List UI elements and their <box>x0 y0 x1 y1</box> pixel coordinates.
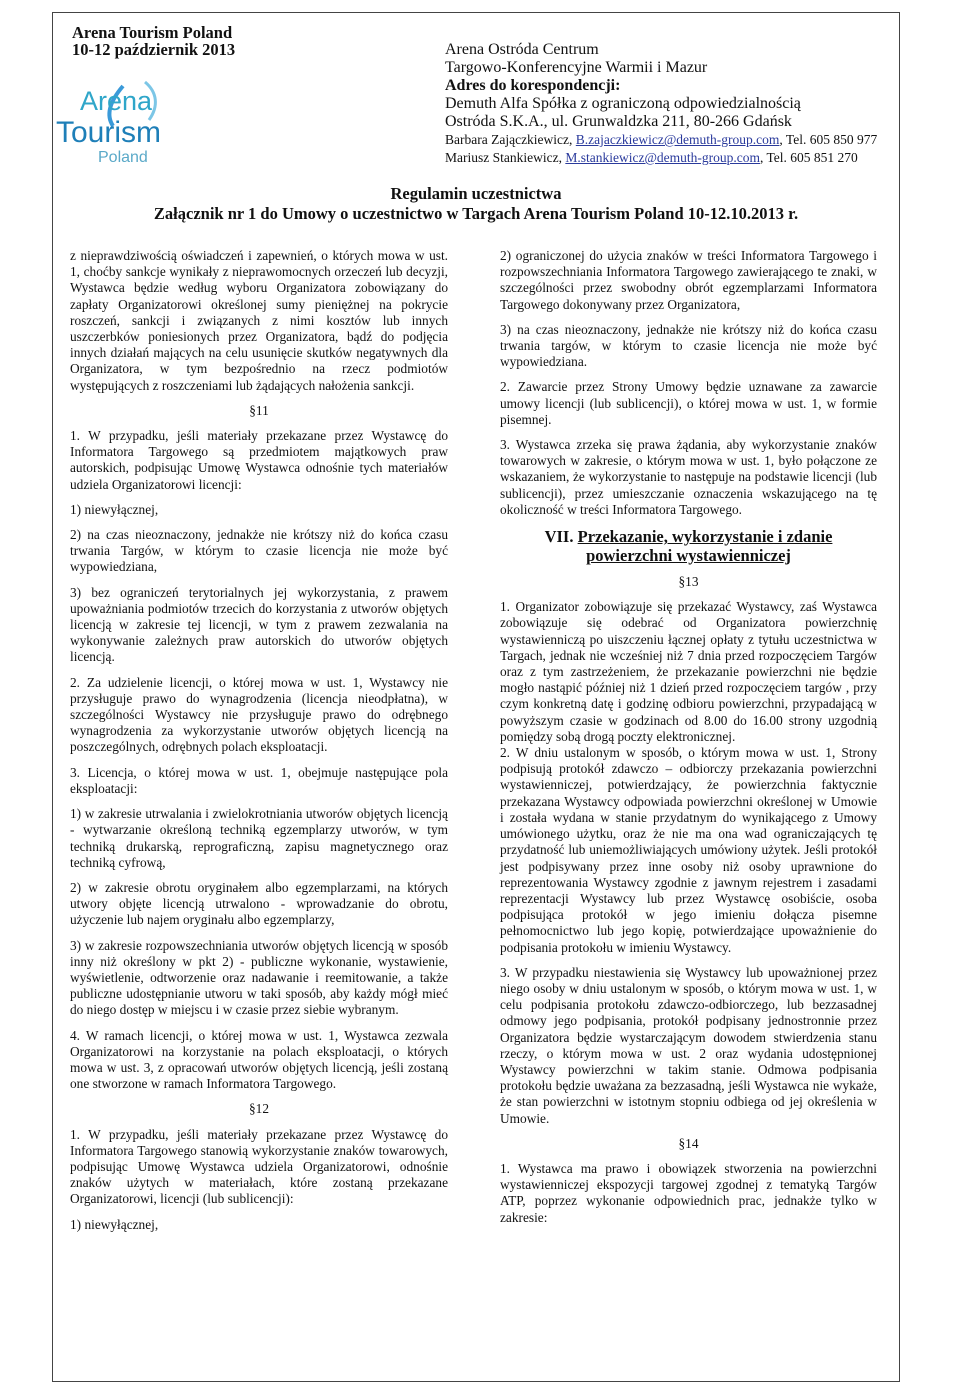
chapter-heading <box>500 527 877 565</box>
paragraph: z nieprawdziwością oświadczeń i zapewnień, o których mowa w ust. 1, choćby sankcje wynikały z nieprawomocnych orzeczeń lub decyzji, Wystawca będzie według wyboru Organizatora zobowiązany do zapłaty Organizatorowi określonej sumy pieniężnej na pokrycie roszczeń, sankcji i związanych z nimi kosztów lub innych uszczerbków poniesionych przez Organizatora, bądź do podjęcia innych działań mających na celu usunięcie skutków negatywnych dla Organizatora, w tym bezpośrednio na rzecz podmiotów występujących z roszczeniami lub żądających nałożenia sankcji. <box>70 248 448 393</box>
contact-block <box>445 41 877 167</box>
list-item: 2) ograniczonej do użycia znaków w treści Informatora Targowego i rozpowszechniania Informatora Targowego zawierającego te znaki, w szczególności przez swobodny obrót egzemplarzami Informatora Targowego dokonywany przez Organizatora, <box>500 248 877 312</box>
paragraph: 1. Organizator zobowiązuje się przekazać Wystawcy, zaś Wystawca zobowiązuje się odebrać od Organizatora powierzchnię wystawienniczą po uiszczeniu łącznej opłaty z tytułu uczestnictwa w Targach, jednak nie wcześniej niż 7 dnia przed rozpoczęciem Targów oraz z tym zastrzeżeniem, że przekazanie powierzchni nie będzie mogło nastąpić później niż 1 dzień przed rozpoczęciem targów , przy czym konkretną datę i godzinę odbioru powierzchni, przypadającą w powyższym czasie w godzinach od 8.00 do 16.00 strony uzgodnią pomiędzy sobą drogą poczty elektronicznej. <box>500 599 877 744</box>
chapter-title: Przekazanie, wykorzystanie i zdanie powierzchni wystawienniczej <box>577 527 833 566</box>
contact-2 <box>445 149 877 167</box>
paragraph: 2. W dniu ustalonym w sposób, o którym mowa w ust. 1, Strony podpisują protokół zdawczo – odbiorczy przekazania powierzchni wystawienniczej, potwierdzający, że powierzchnia faktycznie przekazana Wystawcy odpowiada powierzchni określonej w Umowie i została wydana w stanie przydatnym do wynikającego z Umowy umówionego użytku, oraz że nie ma ona wad ograniczających tę przydatność lub uniemożliwiających umówiony użytek. Jeśli protokół jest podpisywany przez inne osoby niż osoby uprawnione do reprezentowania Wystawcy zgodnie z jawnym rejestrem i zasadami reprezentacji Wystawcy lub przez Wystawcę osobiście, osoba podpisująca protokół w jego imieniu dołącza pisemne pełnomocnictwo lub jego kopię, potwierdzające upoważnienie do podpisania protokołu w imieniu Wystawcy. <box>500 745 877 955</box>
contact-1-email-link[interactable]: B.zajaczkiewicz@demuth-group.com <box>575 132 780 147</box>
list-item: 1) niewyłącznej, <box>70 501 159 517</box>
contact-2-tel: , Tel. 605 851 270 <box>759 150 858 165</box>
contact-1-tel: , Tel. 605 850 977 <box>779 132 878 147</box>
list-item: 1) niewyłącznej, <box>70 1216 159 1232</box>
chapter-number: VII. <box>544 527 574 547</box>
arena-tourism-logo <box>53 80 193 185</box>
contact-2-email-link[interactable]: M.stankiewicz@demuth-group.com <box>565 150 760 165</box>
venue-line-1: Arena Ostróda Centrum <box>445 41 599 58</box>
section-heading: §11 <box>249 402 269 418</box>
event-heading <box>72 24 235 58</box>
venue-line-2: Targowo-Konferencyjne Warmii i Mazur <box>445 59 708 76</box>
event-name: Arena Tourism Poland <box>72 23 233 42</box>
logo-text-poland: Poland <box>98 149 148 166</box>
list-item: 2) na czas nieoznaczony, jednakże nie krótszy niż do końca czasu trwania Targów, w którym to czasie licencja nie może być wypowiedziana, <box>70 527 448 575</box>
paragraph: 2. Za udzielenie licencji, o której mowa w ust. 1, Wystawcy nie przysługuje prawo do wynagrodzenia (licencja nieodpłatna), w szczególności Wystawcy nie przysługuje prawo do odrębnego wynagrodzenia za wykorzystanie utworów objętych licencją na poszczególnych, odrębnych polach eksploatacji. <box>70 674 448 755</box>
paragraph: 1. W przypadku, jeśli materiały przekazane przez Wystawcę do Informatora Targowego są przedmiotem majątkowych praw autorskich, podpisując Umowę Wystawca odnośnie tych materiałów udziela Organizatorowi licencji: <box>70 428 448 492</box>
section-heading: §14 <box>678 1135 699 1151</box>
paragraph: 2. Zawarcie przez Strony Umowy będzie uznawane za zawarcie umowy licencji (lub sublicencji), o której mowa w ust. 1, w formie pisemnej. <box>500 379 877 427</box>
contact-2-name: Mariusz Stankiewicz, <box>445 150 566 165</box>
contact-1-name: Barbara Zajączkiewicz, <box>445 132 576 147</box>
right-column <box>500 248 877 1235</box>
paragraph: 1. Wystawca ma prawo i obowiązek stworzenia na powierzchni wystawienniczej ekspozycji targowej zgodnej z tematyką Targów ATP, poprzez wykonanie odpowiednich prac, jednakże tylko w zakresie: <box>500 1160 877 1225</box>
paragraph: 4. W ramach licencji, o której mowa w ust. 1, Wystawca zezwala Organizatorowi na korzystanie na polach eksploatacji, o których mowa w ust. 3, z opracowań utworów objętych licencją, jeśli zostaną one stworzone w ramach Informatora Targowego. <box>70 1027 448 1092</box>
section-heading: §12 <box>248 1101 269 1117</box>
paragraph: 1. W przypadku, jeśli materiały przekazane przez Wystawcę do Informatora Targowego stanowią wykorzystanie znaków towarowych, podpisując Umowę Wystawca udziela Organizatorowi, odnośnie znaków użytych w materiałach, które zostaną przekazane Organizatorowi, licencji (lub sublicencji): <box>70 1126 448 1207</box>
section-heading: §13 <box>678 574 699 590</box>
contact-1 <box>445 131 877 149</box>
document-title: Regulamin uczestnictwa <box>390 184 562 203</box>
company-address: Ostróda S.K.A., ul. Grunwaldzka 211, 80-266 Gdańsk <box>445 113 792 130</box>
list-item: 1) w zakresie utrwalania i zwielokrotniania utworów objętych licencją - wytwarzanie określoną techniką egzemplarzy utworów, w tym techniką drukarską, reprograficzną, zapisu magnetycznego oraz techniką cyfrową, <box>70 806 448 870</box>
list-item: 3) w zakresie rozpowszechniania utworów objętych licencją w sposób inny niż określony w pkt 2) - publiczne wykonanie, wystawienie, wyświetlenie, odtworzenie oraz nadawanie i reemitowanie, a także publiczne udostępnianie utworu w taki sposób, aby każdy mógł mieć do niego dostęp w miejscu i w czasie przez siebie wybranym. <box>70 937 448 1018</box>
paragraph: 3. Wystawca zrzeka się prawa żądania, aby wykorzystanie znaków towarowych w zakresie, o którym mowa w ust. 1, było połączone ze wskazaniem, że wykorzystanie to następuje na podstawie licencji (lub sublicencji), przez umieszczanie oznaczenia wskazującego na tę okoliczność w treści Informatora Targowego. <box>500 437 877 517</box>
left-column <box>70 248 448 1242</box>
company-name: Demuth Alfa Spółka z ograniczoną odpowiedzialnością <box>445 95 801 112</box>
correspondence-label: Adres do korespondencji: <box>445 77 621 94</box>
list-item: 2) w zakresie obrotu oryginałem albo egzemplarzami, na których utwory objęte licencją utrwalono - wprowadzanie do obrotu, użyczenie lub najem oryginału albo egzemplarzy, <box>70 879 448 928</box>
logo-text-arena: Arena <box>80 86 153 116</box>
event-date: 10-12 październik 2013 <box>72 40 236 59</box>
list-item: 3) na czas nieoznaczony, jednakże nie krótszy niż do końca czasu trwania targów, w którym to czasie licencja nie może być wypowiedziana. <box>500 321 877 370</box>
paragraph: 3. Licencja, o której mowa w ust. 1, obejmuje następujące pola eksploatacji: <box>70 764 448 796</box>
logo-text-tourism: Tourism <box>56 116 162 149</box>
list-item: 3) bez ograniczeń terytorialnych jej wykorzystania, z prawem upoważniania podmiotów trzecich do korzystania z utworów objętych licencją w zakresie tej licencji, w tym z prawem zezwalania na wykonywanie zależnych praw autorskich do utworów objętych licencją. <box>70 584 448 665</box>
paragraph: 3. W przypadku niestawienia się Wystawcy lub upoważnionej przez niego osoby w dniu ustalonym w sposób, o którym mowa w ust. 1, w celu podpisania protokołu zdawczo-odbiorczego, lub bezzasadnej odmowy jego podpisania, protokół podpisany jednostronnie przez Organizatora będzie wystarczającym dowodem stwierdzenia stanu rzeczy, o którym mowa w ust. 2 oraz wydania udostępnionej Wystawcy powierzchni w takim stanie. Odmowa podpisania protokołu będzie uważana za bezzasadną, jeśli Wystawca nie wykaże, że stan powierzchni w istotnym stopniu odbiega od jej określenia w Umowie. <box>500 964 877 1126</box>
document-subtitle: Załącznik nr 1 do Umowy o uczestnictwo w Targach Arena Tourism Poland 10-12.10.2013 r. <box>153 204 799 223</box>
